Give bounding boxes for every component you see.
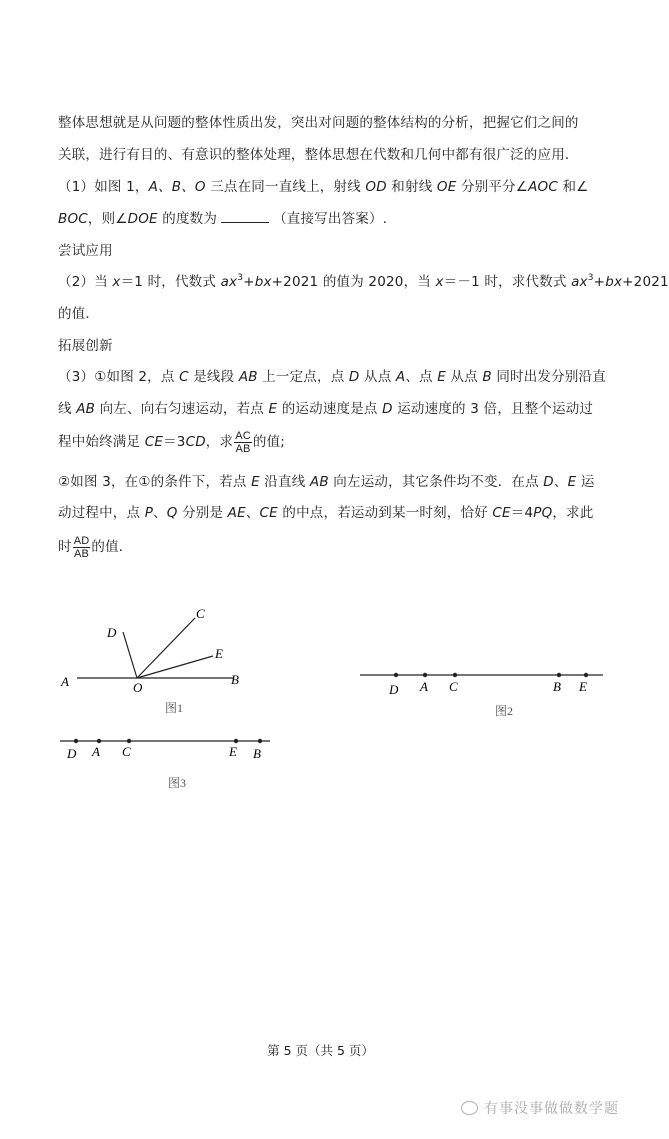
q3-text: 向左运动，其它条件均不变．在点 [328,474,544,490]
q3-text: 的值; [252,434,286,450]
term-ax: ax [571,274,588,290]
label-e: E [215,646,223,661]
answer-blank [221,210,269,223]
point-e: E [567,474,577,490]
point-p: P [144,505,154,521]
q3-line-3 [58,429,621,455]
q2-line-2: 的值． [58,306,100,322]
var-x: x [112,274,121,290]
section-expand-heading: 拓展创新 [58,338,113,354]
point-d: D [543,474,554,490]
fraction-denominator: AB [235,442,251,455]
segment-ce: CE [144,434,164,450]
label-b: B [231,672,239,687]
q3-text: 从点 [445,369,483,385]
q3-text: 的值． [91,539,133,555]
angle-doe: DOE [127,211,158,227]
q3-text: ＝4 [510,505,534,521]
dot-c [127,739,131,743]
ray-oe: OE [436,179,457,195]
dot-c [453,673,457,677]
intro-line-2: 关联，进行有目的、有意识的整体处理，整体思想在代数和几何中都有很广泛的应用． [58,147,579,163]
q1-line-2 [58,209,621,229]
segment-cd: CD [185,434,206,450]
page-footer: 第 5 页（共 5 页） [267,1043,374,1058]
q3-text: 程中始终满足 [58,434,145,450]
q3-line-6 [58,534,621,560]
segment-ce: CE [492,505,511,521]
ray-od: OD [365,179,387,195]
q3-text: （3）①如图 2，点 [58,369,180,385]
q3-text: 是线段 [188,369,239,385]
q3-text: 运动速度的 3 倍，且整个运动过 [392,401,594,417]
label-b: B [253,746,261,761]
figure-3-caption: 图3 [168,776,187,790]
segment-ab: AB [76,401,96,417]
point-e: E [268,401,278,417]
q3-text: 线 [58,401,77,417]
q3-text: 上一定点，点 [257,369,349,385]
term-bx: bx [605,274,623,290]
fraction-denominator: AB [74,547,90,560]
label-o: O [133,680,143,695]
label-e: E [579,679,587,694]
figure-2-caption: 图2 [495,704,514,718]
q3-line-4 [58,472,621,492]
fraction-numerator: AD [73,534,90,547]
q3-text: 、 [553,474,568,490]
q3-text: 沿直线 [259,474,310,490]
q3-text: ②如图 3，在①的条件下，若点 [58,474,252,490]
q1-text: 的度数为 [157,211,218,227]
q1-line-1 [58,177,621,197]
figure-2 [358,660,608,729]
label-a: A [92,744,100,759]
point-b: B [482,369,492,385]
q2-text: +2021 的值为 2020，当 [271,274,436,290]
q2-text: ＝1 时，代数式 [120,274,221,290]
q1-points: A、B、O [148,179,206,195]
dot-d [394,673,398,677]
q3-text: 的运动速度是点 [277,401,383,417]
q1-text: 三点在同一直线上，射线 [205,179,366,195]
watermark [461,1098,619,1118]
q1-text: （1）如图 1， [58,179,149,195]
segment-ab: AB [238,369,258,385]
intro-line-1: 整体思想就是从问题的整体性质出发，突出对问题的整体结构的分析，把握它们之间的 [58,115,579,131]
point-a: A [395,369,406,385]
label-c: C [122,744,131,759]
term-bx: bx [254,274,272,290]
q3-text: 同时出发分别沿直 [491,369,606,385]
fraction-numerator: AC [235,429,251,442]
figure-1-caption: 图1 [165,701,184,715]
point-q: Q [166,505,178,521]
q2-text: +2021 [622,274,669,290]
q2-text: （2）当 [58,274,113,290]
dot-b [557,673,561,677]
point-d: D [348,369,360,385]
segment-ab: AB [309,474,329,490]
dot-d [74,739,78,743]
q1-text: 和射线 [386,179,437,195]
q1-text: 和∠ [557,179,589,195]
q3-line-1 [58,367,621,387]
label-e: E [229,744,237,759]
dot-e [584,673,588,677]
q3-text: ，求 [205,434,234,450]
point-c: C [179,369,189,385]
q3-text: 从点 [359,369,396,385]
q3-text: ，求此 [552,505,594,521]
watermark-text: 有事没事做做数学题 [484,1101,619,1117]
label-c: C [196,606,205,621]
label-d: D [67,746,77,761]
term-ax: ax [220,274,238,290]
segment-pq: PQ [533,505,553,521]
angle-aoc: AOC [528,179,558,195]
var-x: x [435,274,444,290]
angle-boc: BOC [58,211,88,227]
q3-text: ＝3 [163,434,186,450]
dot-a [97,739,101,743]
section-try-heading: 尝试应用 [58,243,113,259]
q1-text: （直接写出答案）. [273,211,388,227]
segment-ce: CE [259,505,278,521]
point-d: D [382,401,393,417]
dot-a [423,673,427,677]
q3-text: 运 [576,474,595,490]
label-d: D [389,682,399,697]
q3-text: 动过程中，点 [58,505,145,521]
q3-line-2 [58,399,621,419]
label-a: A [420,679,428,694]
point-e: E [251,474,260,490]
fraction-ad-ab [73,535,91,560]
exponent: 3 [587,272,594,283]
q2-text: + [243,274,255,290]
label-a: A [61,674,69,689]
wechat-icon [461,1101,478,1115]
fraction-ac-ab [234,430,252,455]
q3-text: 、点 [405,369,438,385]
q3-text: 时 [58,539,72,555]
exponent: 3 [237,272,244,283]
q2-text: ＝－1 时，求代数式 [443,274,572,290]
label-c: C [449,679,458,694]
figure-3 [58,730,273,799]
q3-line-5 [58,503,621,523]
q3-text: 分别是 [177,505,228,521]
q3-text: 、 [153,505,167,521]
q3-text: 的中点，若运动到某一时刻，恰好 [277,505,493,521]
label-b: B [553,679,561,694]
point-e: E [437,369,446,385]
label-d: D [107,625,117,640]
q3-text: 、 [245,505,260,521]
ray-od [123,632,137,678]
dot-e [234,739,238,743]
dot-b [258,739,262,743]
q1-text: ，则∠ [87,211,128,227]
segment-ae: AE [227,505,246,521]
q3-text: 向左、向右匀速运动，若点 [95,401,269,417]
q1-text: 分别平分∠ [456,179,529,195]
q2-line-1 [58,272,669,292]
figure-1 [55,600,265,726]
q2-text: + [593,274,606,290]
